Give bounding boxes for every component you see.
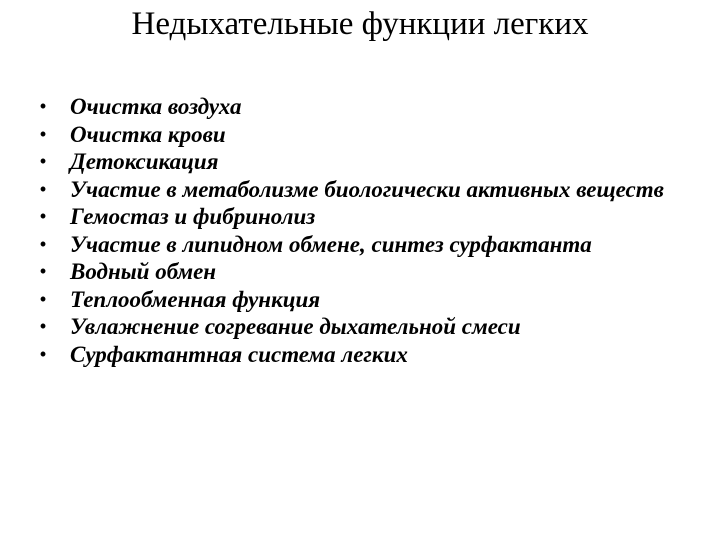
- bullet-item-detoxication: [36, 149, 686, 174]
- bullet-icon: •: [39, 178, 47, 199]
- bullet-item-heat-exchange: [36, 287, 686, 312]
- bullet-text: Водный обмен: [70, 259, 217, 284]
- bullet-item-metabolism: [36, 177, 686, 202]
- bullet-item-water-exchange: [36, 259, 686, 284]
- bullet-text: Участие в липидном обмене, синтез сурфактанта: [70, 231, 592, 257]
- bullet-text: Теплообменная функция: [70, 286, 321, 312]
- bullet-icon: •: [39, 343, 47, 364]
- bullet-item-air-cleaning: [36, 94, 686, 119]
- bullet-item-hemostasis: [36, 204, 686, 229]
- bullet-text: Очистка воздуха: [70, 94, 242, 119]
- bullet-text: Очистка крови: [70, 121, 226, 147]
- bullet-icon: •: [39, 151, 47, 171]
- bullet-item-surfactant-system: [36, 342, 686, 367]
- bullet-item-lipid-exchange: [36, 232, 686, 257]
- bullet-text: Участие в метаболизме биологически активных веществ: [70, 176, 664, 202]
- bullet-icon: •: [39, 206, 47, 226]
- bullet-text: Детоксикация: [70, 149, 219, 174]
- slide-title: Недыхательные функции легких: [131, 6, 589, 42]
- bullet-item-blood-cleaning: [36, 122, 686, 147]
- bullet-text: Сурфактантная система легких: [70, 341, 408, 367]
- bullet-item-humidification: [36, 314, 686, 339]
- bullet-list: [36, 94, 686, 369]
- bullet-icon: •: [39, 233, 47, 254]
- bullet-icon: •: [39, 288, 47, 309]
- bullet-icon: •: [39, 316, 47, 336]
- bullet-text: Гемостаз и фибринолиз: [70, 204, 316, 229]
- bullet-text: Увлажнение согревание дыхательной смеси: [70, 314, 521, 339]
- bullet-icon: •: [39, 123, 47, 144]
- bullet-icon: •: [39, 261, 47, 281]
- bullet-icon: •: [39, 96, 47, 116]
